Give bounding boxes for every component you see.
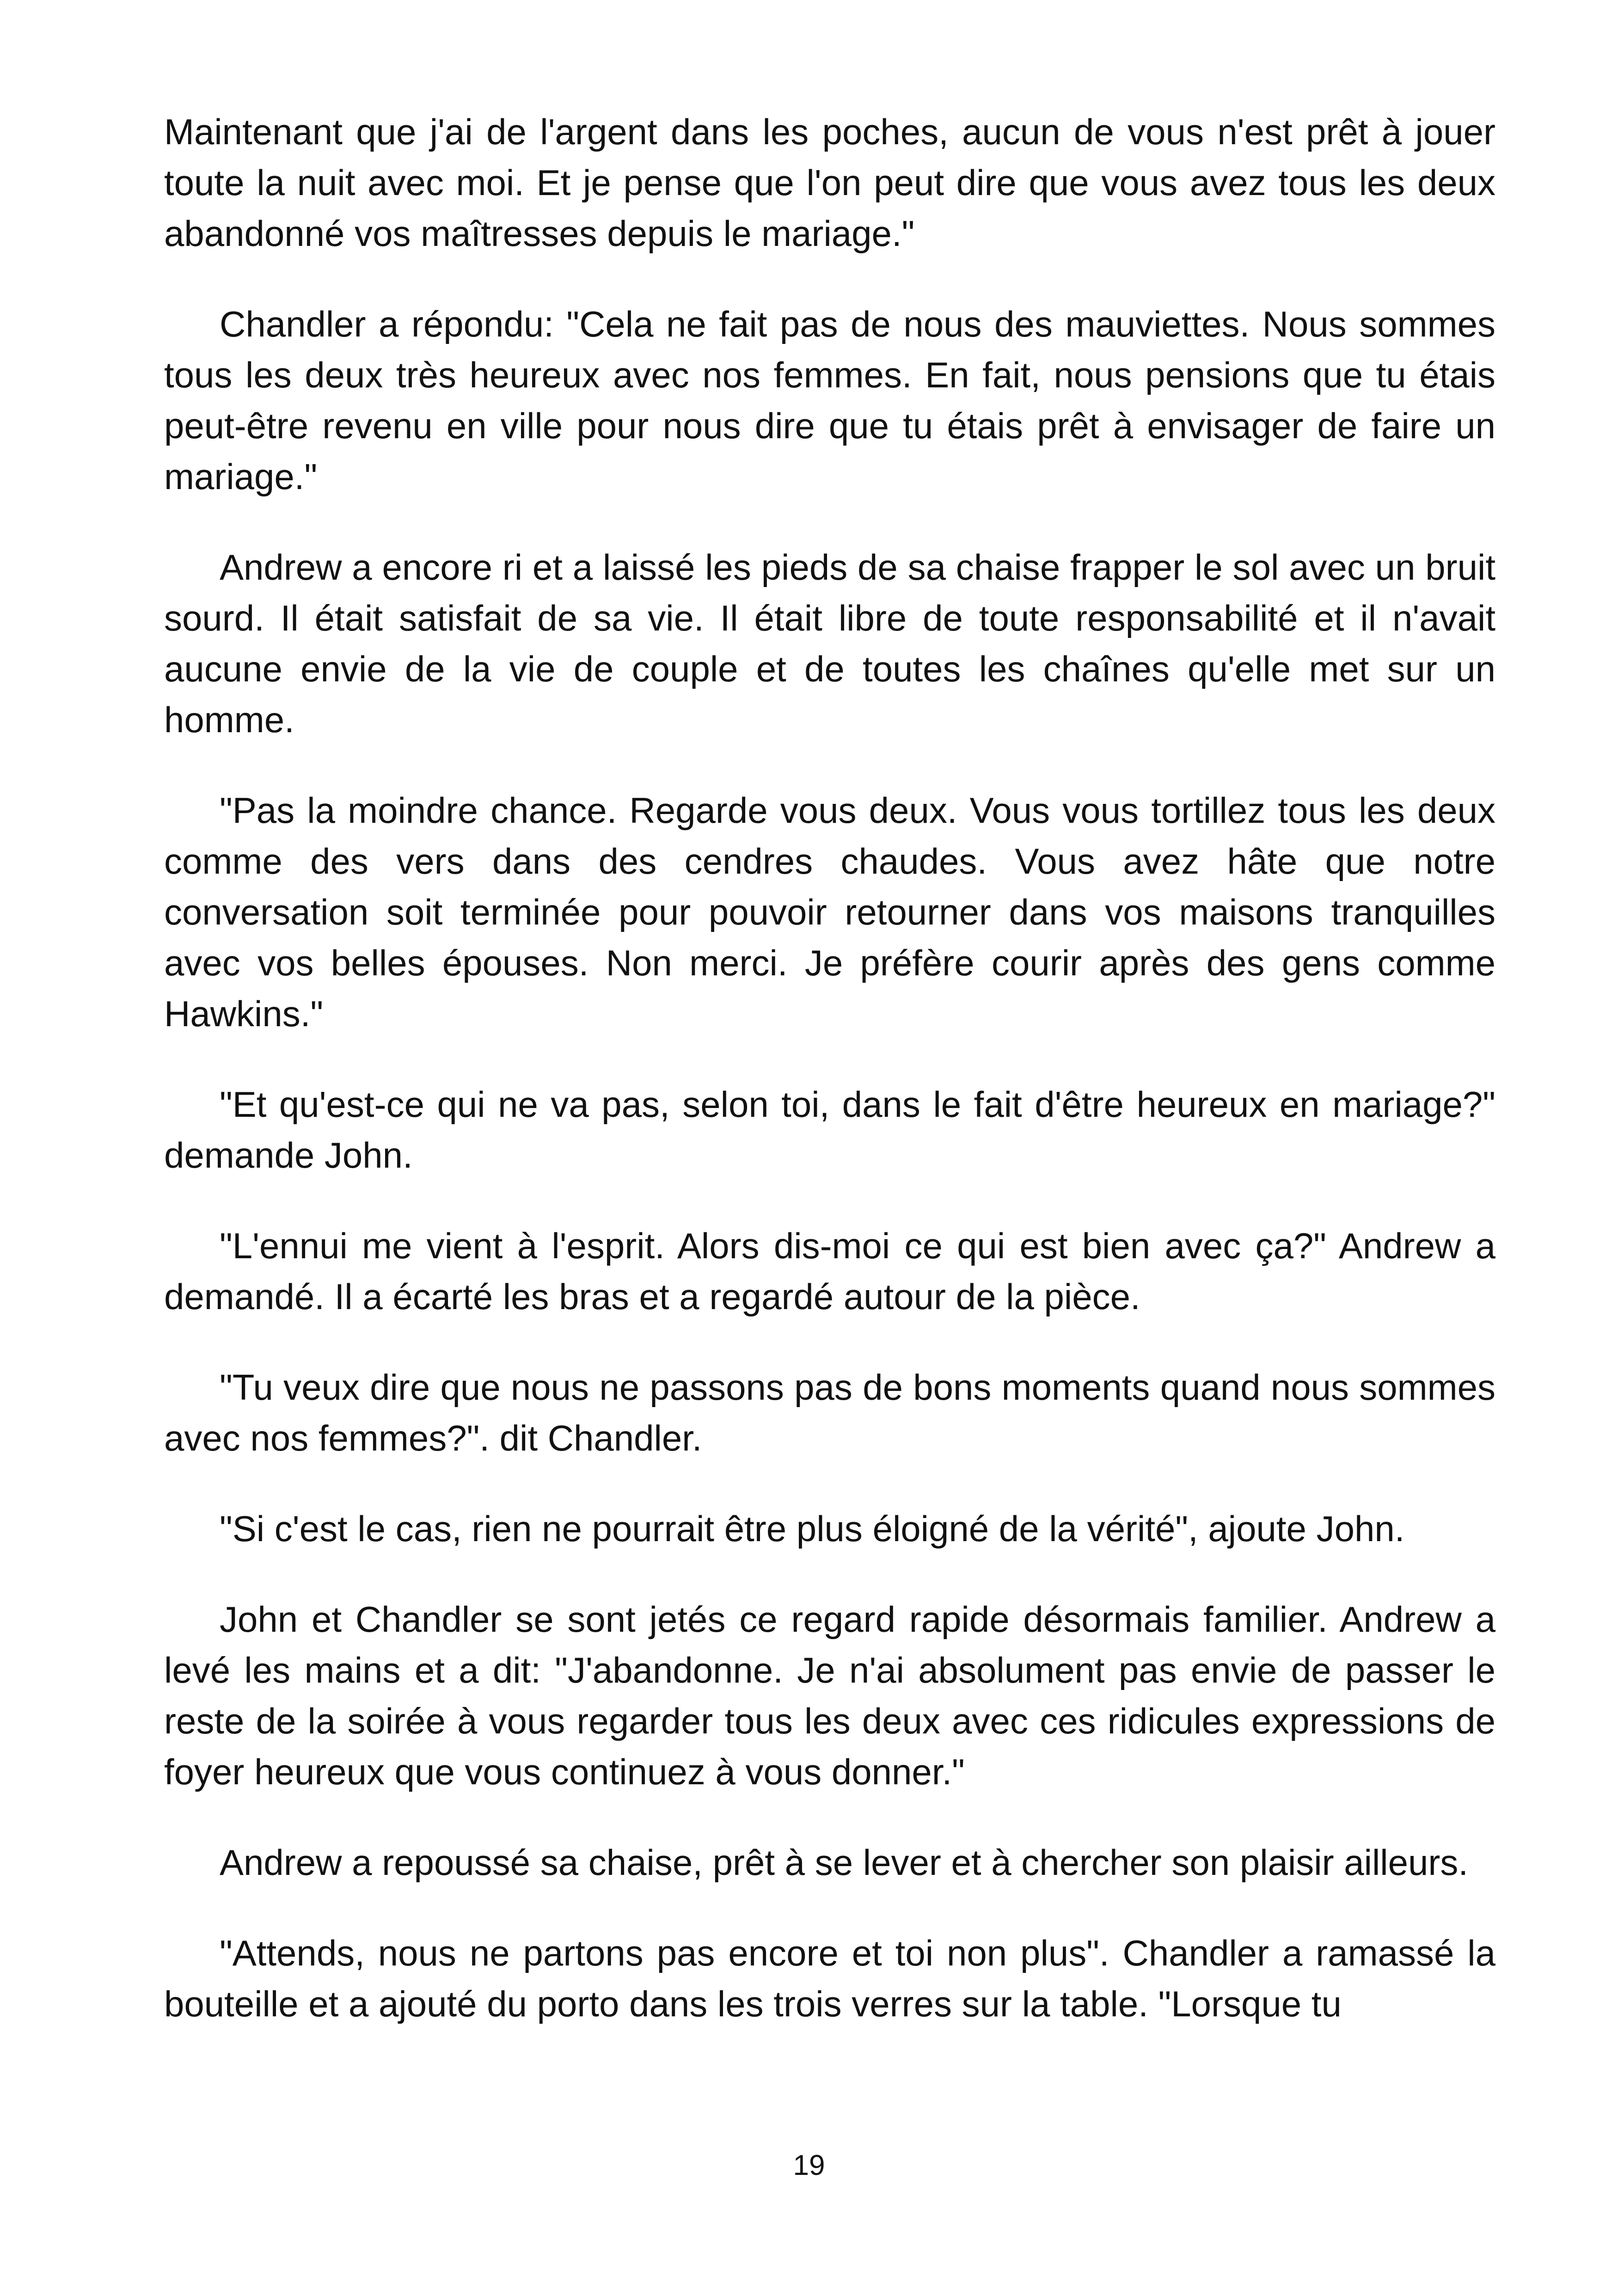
paragraph: Chandler a répondu: "Cela ne fait pas de nous des mauviettes. Nous sommes tous les deux très heureux avec nos femmes. En fait, nous pensions que tu étais peut-être revenu en ville pour nous dire que tu étais prêt à envisager de faire un mariage."	[164, 304, 1495, 497]
paragraph: Maintenant que j'ai de l'argent dans les poches, aucun de vous n'est prêt à jouer toute la nuit avec moi. Et je pense que l'on peut dire que vous avez tous les deux abandonné vos maîtresses depuis le mariage."	[164, 111, 1495, 254]
paragraph: Andrew a encore ri et a laissé les pieds de sa chaise frapper le sol avec un bruit sourd. Il était satisfait de sa vie. Il était libre de toute responsabilité et il n'avait aucune envie de la vie de couple et de toutes les chaînes qu'elle met sur un homme.	[164, 547, 1495, 740]
paragraph: "Tu veux dire que nous ne passons pas de bons moments quand nous sommes avec nos femmes?". dit Chandler.	[164, 1367, 1495, 1458]
paragraph: "Pas la moindre chance. Regarde vous deux. Vous vous tortillez tous les deux comme des vers dans des cendres chaudes. Vous avez hâte que notre conversation soit terminée pour pouvoir retourner dans vos maisons tranquilles avec vos belles épouses. Non merci. Je préfère courir après des gens comme Hawkins."	[164, 790, 1495, 1034]
paragraph: John et Chandler se sont jetés ce regard rapide désormais familier. Andrew a levé les mains et a dit: "J'abandonne. Je n'ai absolument pas envie de passer le reste de la soirée à vous regarder tous les deux avec ces ridicules expressions de foyer heureux que vous continuez à vous donner."	[164, 1599, 1495, 1792]
page-number: 19	[793, 2149, 825, 2181]
paragraph: Andrew a repoussé sa chaise, prêt à se lever et à chercher son plaisir ailleurs.	[220, 1842, 1469, 1883]
paragraph: "Et qu'est-ce qui ne va pas, selon toi, dans le fait d'être heureux en mariage?" demande John.	[164, 1084, 1495, 1176]
page-body	[164, 106, 1495, 2029]
paragraph: "L'ennui me vient à l'esprit. Alors dis-moi ce qui est bien avec ça?" Andrew a demandé. Il a écarté les bras et a regardé autour de la pièce.	[164, 1225, 1495, 1317]
paragraph: "Attends, nous ne partons pas encore et toi non plus". Chandler a ramassé la bouteille et a ajouté du porto dans les trois verres sur la table. "Lorsque tu	[164, 1933, 1495, 2024]
paragraph: "Si c'est le cas, rien ne pourrait être plus éloigné de la vérité", ajoute John.	[220, 1508, 1405, 1549]
